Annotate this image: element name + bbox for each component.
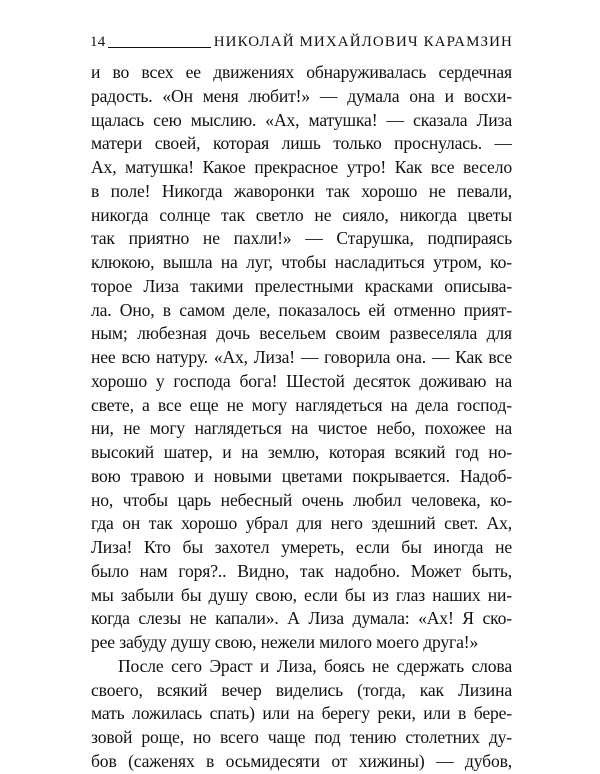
text-line: своего, всякий вечер виделись (тогда, как Лизина	[91, 679, 512, 700]
page-number: 14	[90, 34, 106, 50]
text-line: Ах, матушка! Какое прекрасное утро! Как все весело	[91, 157, 512, 177]
text-line: торое Лиза такими прелестными красками описыва-	[91, 275, 512, 296]
running-head	[90, 31, 513, 51]
text-line: вою травою и новыми цветами покрывается. Надоб-	[91, 465, 512, 486]
text-line: После сего Эраст и Лиза, боясь не сдержать слова	[118, 655, 512, 676]
text-line: радость. «Он меня любит!» — думала она и восхи-	[91, 85, 512, 106]
text-line: когда слезы не капали». А Лиза думала: «Ах! Я ско-	[91, 608, 512, 629]
text-line: в поле! Никогда жаворонки так хорошо не певали,	[91, 180, 512, 201]
body-text	[91, 61, 512, 774]
text-line: мать ложилась спать) или на берегу реки, или в бере-	[91, 703, 512, 724]
text-line: и во всех ее движениях обнаруживалась сердечная	[91, 62, 512, 82]
paragraph-1	[91, 61, 512, 655]
text-line: но, чтобы царь небесный очень любил человека, ко-	[91, 489, 512, 510]
text-line: хорошо у господа бога! Шестой десяток доживаю на	[91, 370, 512, 391]
text-line: свете, а все еще не могу наглядеться на дела господ-	[91, 394, 512, 415]
text-line: так приятно не пахли!» — Старушка, подпираясь	[91, 228, 512, 249]
text-line: гда он так хорошо убрал для него здешний свет. Ах,	[91, 513, 512, 534]
text-line: клюкою, вышла на луг, чтобы насладиться утром, ко-	[91, 252, 512, 272]
text-line: нее всю натуру. «Ах, Лиза! — говорила она. — Как все	[91, 347, 512, 367]
text-line: матери своей, которая лишь только проснулась. —	[91, 133, 512, 154]
text-line: ни, не могу наглядеться на чистое небо, похожее на	[91, 418, 512, 439]
text-line: рее забуду душу свою, нежели милого моего друга!»	[91, 632, 479, 652]
text-line: было нам горя?.. Видно, так надобно. Может быть,	[91, 560, 512, 581]
text-line: бов (саженях в осьмидесяти от хижины) — дубов,	[91, 750, 512, 771]
text-line: никогда солнце так светло не сияло, никогда цветы	[91, 204, 512, 225]
text-line: высокий шатер, и на землю, которая всякий год но-	[91, 442, 512, 462]
text-line: мы забыли бы душу свою, если бы из глаз наших ни-	[91, 584, 512, 605]
text-line: щалась сею мыслию. «Ах, матушка! — сказала Лиза	[91, 109, 512, 130]
text-line: ным; любезная дочь весельем своим развеселяла для	[91, 323, 512, 344]
paragraph-2	[91, 655, 512, 774]
text-line: зовой роще, но всего чаще под тению столетних ду-	[91, 727, 512, 747]
header-rule	[108, 47, 211, 48]
text-line: ла. Оно, в самом деле, показалось ей отменно прият-	[91, 299, 512, 320]
running-title: НИКОЛАЙ МИХАЙЛОВИЧ КАРАМЗИН	[213, 34, 513, 50]
text-line: Лиза! Кто бы захотел умереть, если бы иногда не	[91, 537, 512, 557]
